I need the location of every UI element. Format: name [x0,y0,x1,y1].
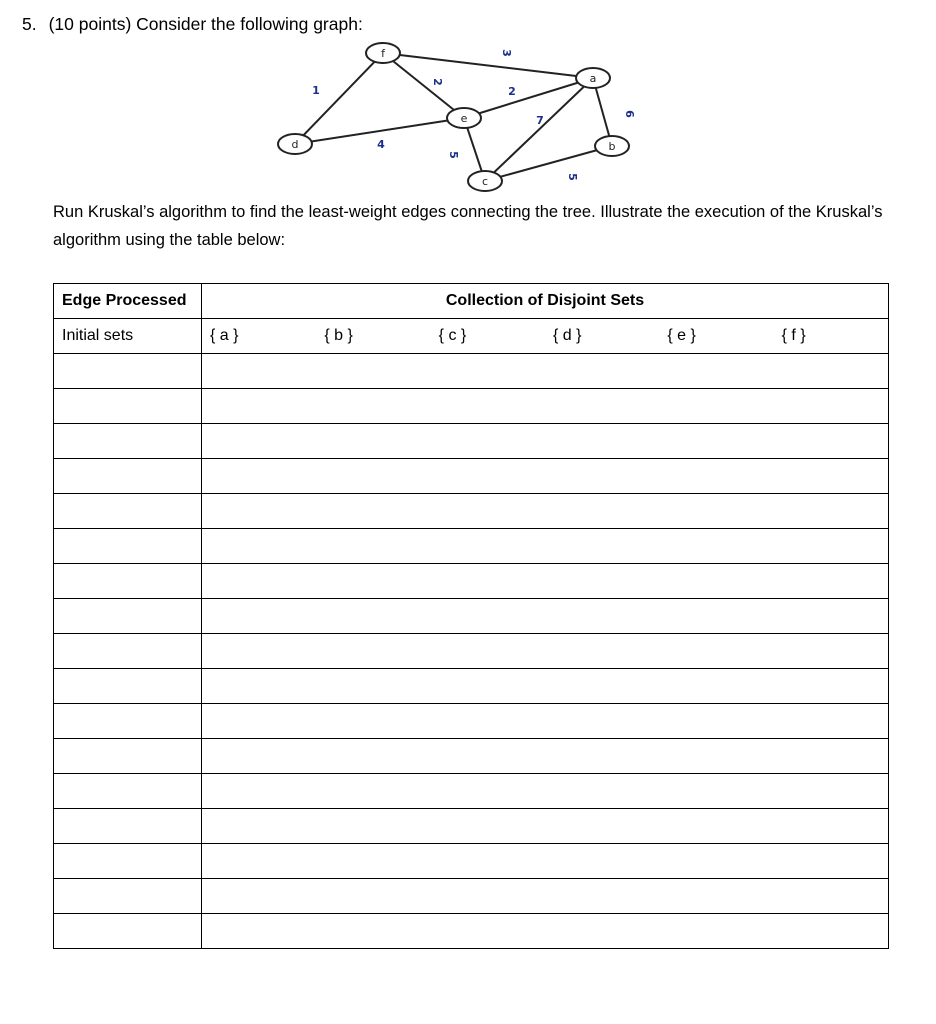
set-d: { d } [552,327,582,344]
edge-cell[interactable] [54,459,202,494]
kruskal-table [53,283,889,949]
table-row [54,634,889,669]
set-c: { c } [438,327,467,344]
table-row [54,389,889,424]
sets-cell[interactable] [202,494,889,529]
node-e [447,108,481,128]
sets-cell[interactable] [202,634,889,669]
node-label-b: b [608,140,616,153]
instructions-text: Run Kruskal’s algorithm to find the least-weight edges connecting the tree. Illustrate the execution of the Kruskal’s algorithm using the table below: [53,203,883,249]
node-label-e: e [460,112,468,125]
edge-f-a [383,53,593,78]
table-row [54,494,889,529]
sets-cell[interactable] [202,354,889,389]
header-disjoint-sets: Collection of Disjoint Sets [202,284,889,319]
table-row [54,809,889,844]
edge-weight-f-e: 2 [431,78,444,86]
initial-sets-cell [202,319,889,354]
edge-cell[interactable] [54,389,202,424]
sets-cell[interactable] [202,704,889,739]
node-d [278,134,312,154]
sets-cell[interactable] [202,424,889,459]
table-row [54,774,889,809]
sets-cell[interactable] [202,809,889,844]
sets-cell[interactable] [202,774,889,809]
node-label-d: d [291,138,299,151]
table-row [54,914,889,949]
initial-sets-label: Initial sets [54,319,202,354]
table-header-row [54,284,889,319]
graph-diagram [0,0,936,200]
edge-cell[interactable] [54,669,202,704]
edge-weight-c-a: 7 [536,114,544,127]
set-f: { f } [781,327,806,344]
edge-cell[interactable] [54,424,202,459]
table-row [54,459,889,494]
sets-cell[interactable] [202,844,889,879]
table-row [54,844,889,879]
edge-cell[interactable] [54,844,202,879]
sets-cell[interactable] [202,879,889,914]
edge-cell[interactable] [54,564,202,599]
node-label-f: f [381,47,385,60]
sets-cell[interactable] [202,669,889,704]
edge-weight-f-a: 3 [500,49,513,57]
edge-weight-e-a: 2 [508,85,516,98]
edge-weight-c-b: 5 [566,173,579,181]
table-row [54,424,889,459]
edge-d-f [295,53,383,144]
edge-cell[interactable] [54,739,202,774]
edge-cell[interactable] [54,529,202,564]
set-e: { e } [667,327,696,344]
node-label-c: c [481,175,489,188]
edge-weight-e-c: 5 [447,151,460,159]
node-c [468,171,502,191]
table-row [54,564,889,599]
sets-cell[interactable] [202,599,889,634]
edge-cell[interactable] [54,914,202,949]
edge-cell[interactable] [54,494,202,529]
edge-cell[interactable] [54,599,202,634]
edge-cell[interactable] [54,774,202,809]
table-row [54,704,889,739]
header-edge-processed: Edge Processed [54,284,202,319]
edge-e-a [464,78,593,118]
edge-cell[interactable] [54,354,202,389]
edge-weight-d-f: 1 [312,84,320,97]
table-row [54,669,889,704]
question-number: 5. [22,14,37,34]
initial-sets-row [54,319,889,354]
table-row [54,599,889,634]
table-row [54,879,889,914]
sets-cell[interactable] [202,564,889,599]
node-f [366,43,400,63]
edge-cell[interactable] [54,879,202,914]
sets-cell[interactable] [202,914,889,949]
edge-f-e [383,53,464,118]
edge-cell[interactable] [54,634,202,669]
sets-cell[interactable] [202,389,889,424]
edge-cell[interactable] [54,809,202,844]
table-row [54,354,889,389]
sets-cell[interactable] [202,459,889,494]
table-row [54,739,889,774]
sets-cell[interactable] [202,529,889,564]
node-label-a: a [589,72,597,85]
edge-weight-a-b: 6 [623,110,636,118]
sets-cell[interactable] [202,739,889,774]
graph-nodes [278,43,629,191]
node-b [595,136,629,156]
set-a: { a } [210,327,239,344]
edge-weight-d-e: 4 [377,138,385,151]
node-a [576,68,610,88]
table-row [54,529,889,564]
set-b: { b } [324,327,353,344]
edge-cell[interactable] [54,704,202,739]
question-text: (10 points) Consider the following graph: [48,14,363,34]
